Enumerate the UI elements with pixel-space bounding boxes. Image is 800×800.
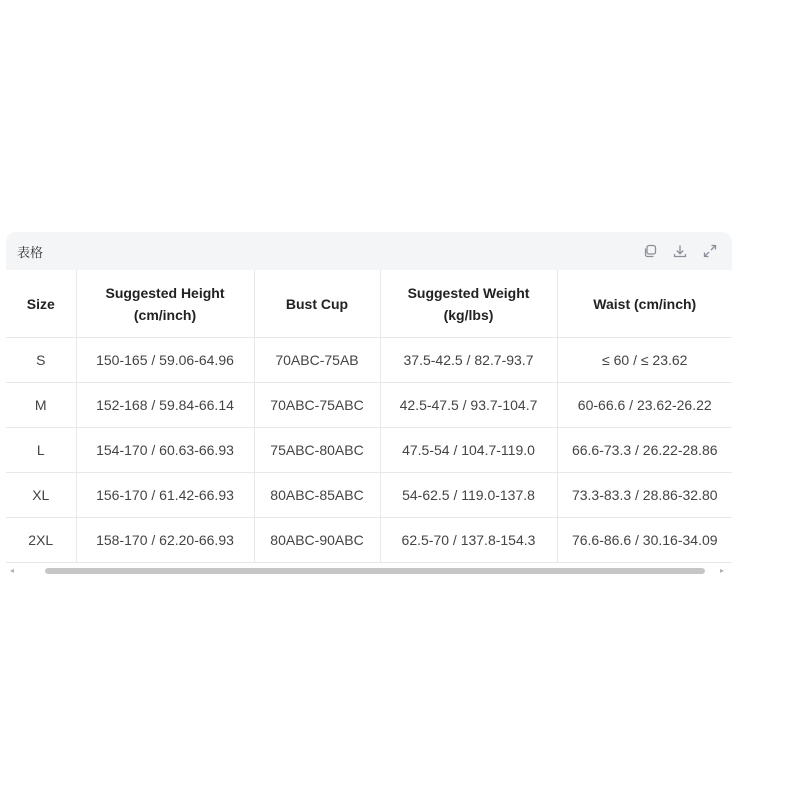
cell-bust-cup: 80ABC-85ABC xyxy=(254,473,380,518)
cell-weight: 42.5-47.5 / 93.7-104.7 xyxy=(380,383,557,428)
header-size: Size xyxy=(6,270,76,338)
scrollbar-thumb[interactable] xyxy=(45,568,705,574)
cell-size: XL xyxy=(6,473,76,518)
cell-weight: 54-62.5 / 119.0-137.8 xyxy=(380,473,557,518)
cell-weight: 47.5-54 / 104.7-119.0 xyxy=(380,428,557,473)
scroll-right-arrow-icon[interactable]: ▸ xyxy=(720,566,725,575)
header-bust-cup: Bust Cup xyxy=(254,270,380,338)
cell-height: 152-168 / 59.84-66.14 xyxy=(76,383,254,428)
cell-height: 156-170 / 61.42-66.93 xyxy=(76,473,254,518)
horizontal-scrollbar[interactable] xyxy=(6,563,732,577)
table-card xyxy=(6,232,732,577)
header-waist: Waist (cm/inch) xyxy=(557,270,732,338)
cell-bust-cup: 70ABC-75ABC xyxy=(254,383,380,428)
cell-size: M xyxy=(6,383,76,428)
size-table xyxy=(6,270,732,563)
cell-waist: ≤ 60 / ≤ 23.62 xyxy=(557,338,732,383)
table-row xyxy=(6,338,732,383)
cell-height: 150-165 / 59.06-64.96 xyxy=(76,338,254,383)
cell-weight: 37.5-42.5 / 82.7-93.7 xyxy=(380,338,557,383)
cell-bust-cup: 80ABC-90ABC xyxy=(254,518,380,563)
cell-waist: 73.3-83.3 / 28.86-32.80 xyxy=(557,473,732,518)
cell-bust-cup: 70ABC-75AB xyxy=(254,338,380,383)
card-header xyxy=(6,232,732,270)
card-title: 表格 xyxy=(17,244,44,260)
header-suggested-weight: Suggested Weight (kg/lbs) xyxy=(380,270,557,338)
cell-weight: 62.5-70 / 137.8-154.3 xyxy=(380,518,557,563)
cell-size: S xyxy=(6,338,76,383)
toolbar xyxy=(642,243,718,259)
cell-waist: 76.6-86.6 / 30.16-34.09 xyxy=(557,518,732,563)
table-row xyxy=(6,473,732,518)
cell-height: 154-170 / 60.63-66.93 xyxy=(76,428,254,473)
header-suggested-height: Suggested Height (cm/inch) xyxy=(76,270,254,338)
cell-waist: 66.6-73.3 / 26.22-28.86 xyxy=(557,428,732,473)
copy-icon[interactable] xyxy=(642,243,658,259)
table-header-row xyxy=(6,270,732,338)
cell-waist: 60-66.6 / 23.62-26.22 xyxy=(557,383,732,428)
table-scroll-area[interactable] xyxy=(6,270,732,563)
cell-height: 158-170 / 62.20-66.93 xyxy=(76,518,254,563)
table-row xyxy=(6,428,732,473)
table-row xyxy=(6,383,732,428)
cell-bust-cup: 75ABC-80ABC xyxy=(254,428,380,473)
cell-size: 2XL xyxy=(6,518,76,563)
cell-size: L xyxy=(6,428,76,473)
download-icon[interactable] xyxy=(672,243,688,259)
expand-icon[interactable] xyxy=(702,243,718,259)
scroll-left-arrow-icon[interactable]: ◂ xyxy=(10,566,15,575)
table-row xyxy=(6,518,732,563)
